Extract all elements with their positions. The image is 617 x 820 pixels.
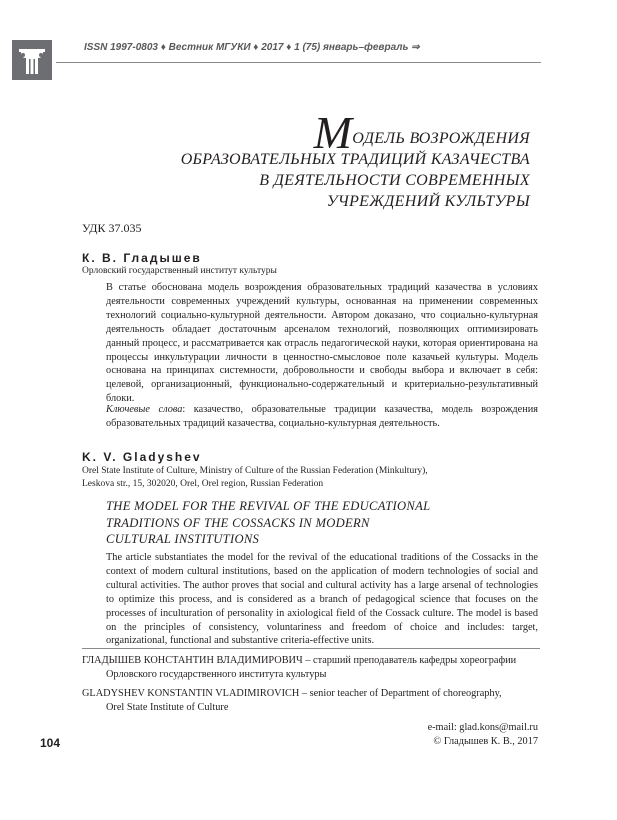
keywords-text: : казачество, образовательные традиции казачества, модель возрождения образовательных традиций казачества, социально-культурная деятельность. (106, 404, 538, 429)
title-line-2: ОБРАЗОВАТЕЛЬНЫХ ТРАДИЦИЙ КАЗАЧЕСТВА (180, 151, 530, 168)
author-info-en (82, 687, 540, 715)
title-en-line-3: CULTURAL INSTITUTIONS (106, 532, 260, 546)
abstract-ru: В статье обоснована модель возрождения образовательных традиций казачества в условиях деятельности современных учреждений культуры, основанная на применении современных технологий социально-культурной деятельности. Автором доказано, что социально-культурная деятельность обладает достаточным арсеналом технологий, позволяющих оптимизировать данный процесс, и рассматривается как отрасль педагогической науки, которая ориентирована на процессы инкультурации личности в ценностно-смысловое поле казачьей культуры. Модель основана на принципах системности, добровольности и свободы выбора и включает в себя: целевой, организационный, функционально-содержательный и критериально-результативный блоки. (106, 282, 538, 405)
abstract-en: The article substantiates the model for the revival of the educational traditions of the Cossacks in the context of modern cultural institutions, based on the application of modern technologies of social and cultural activities. The author proves that social and cultural activity has a large arsenal of technologies to optimize this process, and is considered as a branch of pedagogical science that focuses on the processes of inculturation of personality in axiological field of the Cossack culture. The model is based on the principles of consistency, voluntariness and freedom of choice and includes: target, organizational, functional and substantive criteria-effective units. (106, 552, 538, 647)
column-capital-icon (12, 40, 52, 80)
author-full-name-en: GLADYSHEV KONSTANTIN VLADIMIROVICH (82, 688, 300, 699)
page-number: 104 (40, 736, 61, 750)
journal-logo (12, 40, 52, 80)
author-full-name-ru: ГЛАДЫШЕВ КОНСТАНТИН ВЛАДИМИРОВИЧ (82, 655, 303, 666)
author-position-en: – senior teacher of Department of choreography, (299, 688, 502, 699)
title-line-1: ОДЕЛЬ ВОЗРОЖДЕНИЯ (352, 130, 530, 147)
author-institution-ru: Орловского государственного института культуры (106, 669, 327, 680)
author-info-ru (82, 654, 540, 682)
article-title-en (106, 498, 506, 548)
affiliation-en (82, 465, 522, 491)
affiliation-en-line-1: Orel State Institute of Culture, Ministry of Culture of the Russian Federation (Minkultury), (82, 466, 428, 476)
header-divider (56, 62, 541, 63)
author-info-divider (82, 648, 540, 649)
article-title-ru (110, 107, 530, 212)
title-line-3: В ДЕЯТЕЛЬНОСТИ СОВРЕМЕННЫХ (259, 172, 530, 189)
keywords-label: Ключевые слова (106, 404, 183, 415)
author-email: e-mail: glad.kons@mail.ru (427, 722, 538, 733)
author-institution-en: Orel State Institute of Culture (106, 702, 229, 713)
copyright-notice: © Гладышев К. В., 2017 (433, 736, 538, 747)
udk-code: УДК 37.035 (82, 221, 142, 235)
title-line-4: УЧРЕЖДЕНИЙ КУЛЬТУРЫ (326, 193, 530, 210)
author-position-ru: – старший преподаватель кафедры хореографии (302, 655, 517, 666)
author-name-en: K. V. Gladyshev (82, 450, 202, 464)
author-name-ru: К. В. Гладышев (82, 251, 202, 265)
affiliation-en-line-2: Leskova str., 15, 302020, Orel, Orel region, Russian Federation (82, 479, 324, 489)
affiliation-ru: Орловский государственный институт культуры (82, 266, 277, 276)
title-drop-cap: М (313, 107, 353, 158)
journal-header: ISSN 1997-0803 ♦ Вестник МГУКИ ♦ 2017 ♦ 1 (75) январь–февраль ⇒ (84, 42, 420, 53)
title-en-line-1: THE MODEL FOR THE REVIVAL OF THE EDUCATIONAL (106, 499, 431, 513)
title-en-line-2: TRADITIONS OF THE COSSACKS IN MODERN (106, 515, 370, 530)
keywords-ru (106, 403, 538, 431)
